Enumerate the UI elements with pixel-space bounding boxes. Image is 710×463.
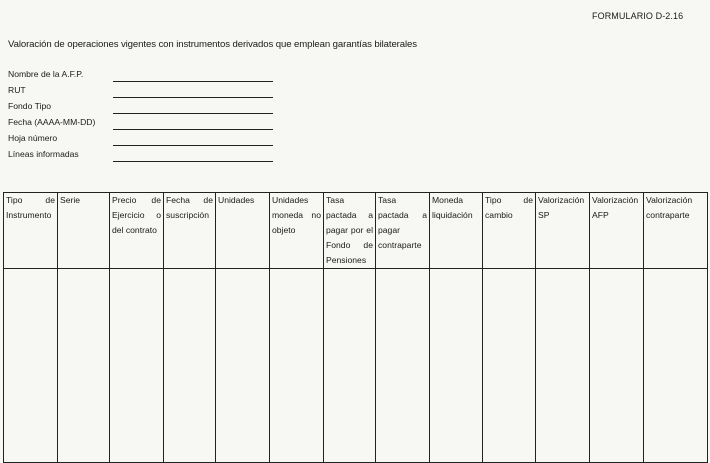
- field-blank-line[interactable]: [113, 145, 273, 146]
- table-cell[interactable]: [430, 269, 483, 463]
- field-label: Fecha (AAAA-MM-DD): [8, 117, 96, 127]
- table-cell[interactable]: [376, 269, 430, 463]
- column-header: Tipo de cambio: [483, 193, 536, 269]
- table-cell[interactable]: [644, 269, 708, 463]
- field-blank-line[interactable]: [113, 81, 273, 82]
- column-header: Serie: [58, 193, 110, 269]
- column-header: Tasa pactada a pagar contraparte: [376, 193, 430, 269]
- column-header: Tipo de Instrumento: [4, 193, 58, 269]
- field-label: Hoja número: [8, 133, 58, 143]
- field-label: Líneas informadas: [8, 149, 79, 159]
- field-lineas-informadas: [8, 148, 278, 164]
- column-header: Unidades: [216, 193, 270, 269]
- column-header: Tasa pactada a pagar por el Fondo de Pensiones: [324, 193, 376, 269]
- column-header: Precio de Ejercicio o del contrato: [110, 193, 164, 269]
- column-header: Fecha de suscripción: [164, 193, 216, 269]
- field-rut: [8, 84, 278, 100]
- table-cell[interactable]: [270, 269, 324, 463]
- table-cell[interactable]: [590, 269, 644, 463]
- column-header: Valorización contraparte: [644, 193, 708, 269]
- field-blank-line[interactable]: [113, 97, 273, 98]
- field-label: RUT: [8, 85, 26, 95]
- table-cell[interactable]: [110, 269, 164, 463]
- table-cell[interactable]: [483, 269, 536, 463]
- table-row: [4, 269, 708, 463]
- column-header: Valorización SP: [536, 193, 590, 269]
- column-header: Unidades moneda no objeto: [270, 193, 324, 269]
- field-fecha: [8, 116, 278, 132]
- field-afp-name: [8, 68, 278, 84]
- table-cell[interactable]: [324, 269, 376, 463]
- column-header: Valorización AFP: [590, 193, 644, 269]
- field-hoja-numero: [8, 132, 278, 148]
- header-fields: [8, 68, 278, 164]
- field-label: Nombre de la A.F.P.: [8, 69, 84, 79]
- field-blank-line[interactable]: [113, 129, 273, 130]
- field-blank-line[interactable]: [113, 161, 273, 162]
- column-header: Moneda liquidación: [430, 193, 483, 269]
- field-blank-line[interactable]: [113, 113, 273, 114]
- field-label: Fondo Tipo: [8, 101, 51, 111]
- table-cell[interactable]: [164, 269, 216, 463]
- form-code: FORMULARIO D-2.16: [592, 11, 684, 21]
- table-cell[interactable]: [536, 269, 590, 463]
- table-header-row: [4, 193, 708, 269]
- table-cell[interactable]: [216, 269, 270, 463]
- table-cell[interactable]: [58, 269, 110, 463]
- form-title: Valoración de operaciones vigentes con instrumentos derivados que emplean garantías bilaterales: [8, 39, 417, 50]
- field-fondo-tipo: [8, 100, 278, 116]
- derivatives-table: [3, 192, 708, 463]
- table-cell[interactable]: [4, 269, 58, 463]
